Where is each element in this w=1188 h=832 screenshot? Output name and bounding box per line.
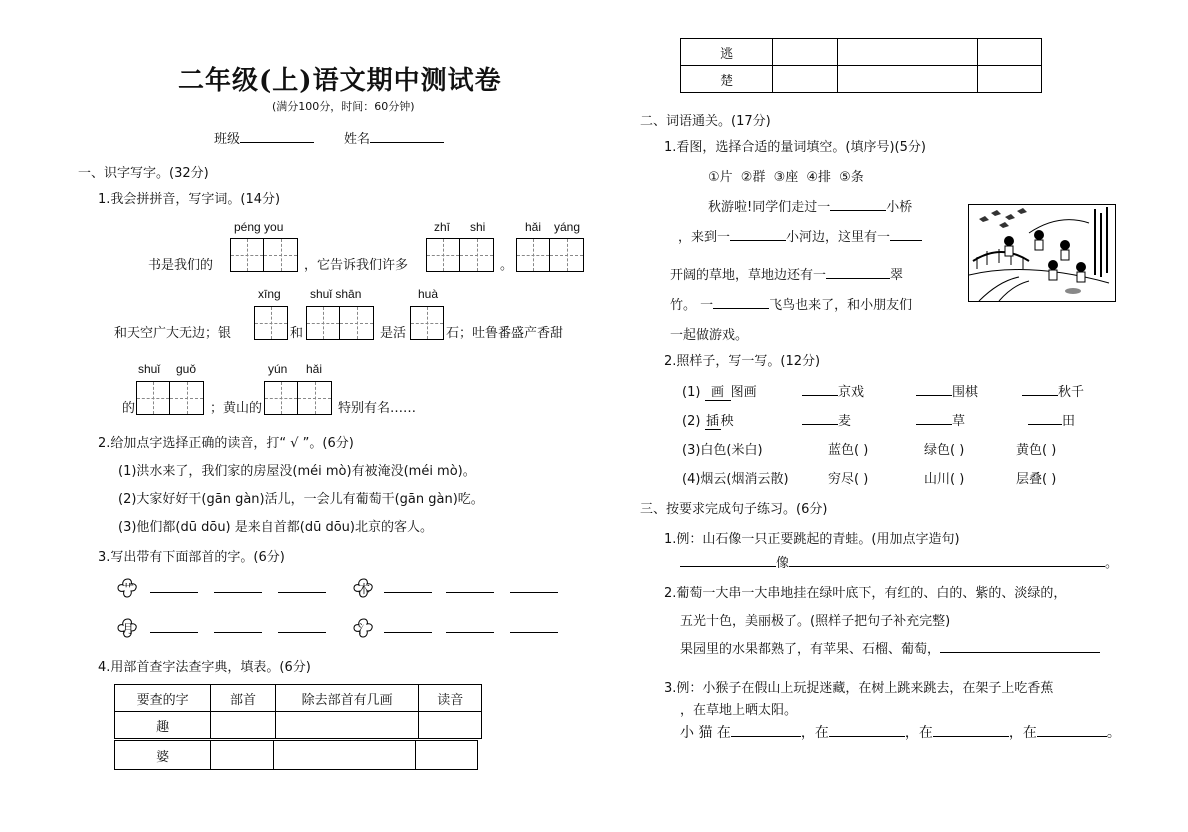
passage-text: 小桥 — [886, 200, 913, 215]
passage-text: 秋游啦!同学们走过一 — [708, 200, 831, 215]
fill-item[interactable]: 山川( ) — [924, 472, 965, 487]
table-header: 除去部首有几画 — [275, 685, 419, 712]
s3-q3-line3[interactable] — [680, 722, 1121, 742]
q3-blank[interactable] — [384, 592, 432, 593]
fill-item[interactable]: 蓝色( ) — [828, 443, 869, 458]
table-cell-input[interactable] — [837, 39, 977, 66]
fill-item[interactable] — [802, 381, 864, 400]
measure-blank-4[interactable] — [826, 278, 890, 279]
s3-q1-fill[interactable] — [680, 552, 1118, 571]
tianzige-shuishan[interactable] — [306, 306, 374, 340]
fill-suffix: 田 — [1062, 414, 1076, 429]
pinyin-xing: xīng — [258, 287, 281, 301]
page-title: 二年级(上)语文期中测试卷 — [178, 66, 502, 96]
row-index: (1) — [682, 385, 701, 400]
sentence-blank[interactable] — [940, 652, 1100, 653]
sentence-blank[interactable] — [1037, 736, 1107, 737]
q3-blank[interactable] — [214, 632, 262, 633]
q3-blank[interactable] — [510, 592, 558, 593]
q3-heading: 3.写出带有下面部首的字。(6分) — [98, 550, 285, 565]
example-row-4: (4)烟云(烟消云散) — [682, 472, 789, 487]
q1-heading: 1.我会拼拼音，写字词。(14分) — [98, 192, 281, 207]
example-word: 画 — [705, 381, 731, 401]
fill-item[interactable] — [916, 410, 965, 429]
table-cell-input[interactable] — [415, 741, 478, 770]
radical-cao-icon — [116, 576, 140, 600]
table-cell-input[interactable] — [837, 66, 977, 93]
passage-text: 小河边，这里有一 — [786, 230, 891, 245]
sentence-text: 果园里的水果都熟了，有苹果、石榴、葡萄， — [680, 642, 941, 657]
s2-q2-heading: 2.照样子，写一写。(12分) — [664, 354, 821, 369]
example-row-2 — [682, 410, 734, 430]
pinyin-hua: huà — [418, 287, 439, 301]
fill-blank[interactable] — [802, 395, 838, 396]
park-illustration-icon — [968, 204, 1116, 302]
measure-blank-5[interactable] — [713, 308, 769, 309]
q1-text-9: ；黄山的 — [210, 401, 263, 416]
table-cell-input[interactable] — [977, 39, 1041, 66]
table-cell-char: 趣 — [115, 712, 211, 739]
s3-q3-line1: 3.例：小猴子在假山上玩捉迷藏，在树上跳来跳去，在架子上吃香蕉 — [664, 681, 1054, 696]
table-cell-input[interactable] — [211, 741, 273, 770]
section3-heading: 三、按要求完成句子练习。(6分) — [640, 502, 828, 517]
q1-text-5: 和 — [290, 326, 304, 341]
s3-q2-line3[interactable] — [680, 638, 1100, 657]
q3-blank[interactable] — [384, 632, 432, 633]
tianzige-hua[interactable] — [410, 306, 444, 340]
tianzige-xing[interactable] — [254, 306, 288, 340]
measure-blank-2[interactable] — [730, 240, 786, 241]
sentence-blank[interactable] — [829, 736, 905, 737]
tianzige-shuiguo[interactable] — [136, 381, 204, 415]
example-row-3: (3)白色(米白) — [682, 443, 763, 458]
q2-heading: 2.给加点字选择正确的读音，打“ √ ”。(6分) — [98, 436, 354, 451]
table-cell-input[interactable] — [977, 66, 1041, 93]
radical-shui-label: 氵 — [358, 622, 371, 636]
fill-blank[interactable] — [802, 424, 838, 425]
fill-item[interactable]: 层叠( ) — [1016, 472, 1057, 487]
radical-mu-label: 木 — [358, 582, 371, 596]
q3-blank[interactable] — [510, 632, 558, 633]
table-header: 部首 — [211, 685, 276, 712]
pinyin-pengyou: péng you — [234, 220, 284, 234]
q2-line-3[interactable]: (3)他们都(dū dōu) 是来自首都(dū dōu)北京的客人。 — [118, 520, 433, 535]
q1-text-4: 和天空广大无边；银 — [114, 326, 232, 341]
passage-text: 飞鸟也来了，和小朋友们 — [769, 298, 913, 313]
table-cell-input[interactable] — [211, 712, 276, 739]
q3-blank[interactable] — [150, 592, 198, 593]
pinyin-shi: shi — [470, 220, 486, 234]
pinyin-yang: yáng — [554, 220, 581, 234]
example-result: 图画 — [730, 385, 757, 400]
name-label: 姓名 — [344, 132, 371, 147]
fill-item[interactable] — [1028, 410, 1075, 429]
fill-blank[interactable] — [916, 424, 952, 425]
table-header-row — [115, 685, 482, 712]
pinyin-zhi: zhī — [434, 220, 451, 234]
fill-suffix: 麦 — [838, 414, 852, 429]
q4-heading: 4.用部首查字法查字典，填表。(6分) — [98, 660, 311, 675]
example-result: 秧 — [720, 414, 734, 429]
tianzige-haiyang[interactable] — [516, 238, 584, 272]
q3-blank[interactable] — [150, 632, 198, 633]
table-cell-input[interactable] — [773, 66, 837, 93]
radical-yue-icon — [116, 616, 140, 640]
table-cell-input[interactable] — [773, 39, 837, 66]
sentence-text: 。 — [1106, 725, 1121, 741]
q1-text-10: 特别有名…… — [338, 401, 417, 416]
s2-q1-heading: 1.看图，选择合适的量词填空。(填序号)(5分) — [664, 140, 926, 155]
table-cell-input[interactable] — [275, 712, 419, 739]
class-label: 班级 — [214, 132, 241, 147]
dictionary-table-right — [680, 38, 1042, 93]
row-index: (2) — [682, 414, 701, 429]
radical-mu-icon — [352, 576, 376, 600]
sentence-blank[interactable] — [789, 566, 1105, 567]
measure-word-options: ①片 ②群 ③座 ④排 ⑤条 — [708, 170, 864, 185]
table-row — [681, 39, 1042, 66]
tianzige-zhishi[interactable] — [426, 238, 494, 272]
table-cell-input[interactable] — [419, 712, 482, 739]
fill-suffix: 草 — [952, 414, 966, 429]
passage-text: 竹。 一 — [670, 298, 714, 313]
radical-shui-icon — [352, 616, 376, 640]
passage-text: 开阔的草地，草地边还有一 — [670, 268, 827, 283]
table-cell-char: 婆 — [115, 741, 211, 770]
example-row-1 — [682, 381, 757, 401]
passage-line-4 — [670, 294, 912, 313]
q1-text-7: 石；吐鲁番盛产香甜 — [446, 326, 564, 341]
table-row — [115, 741, 478, 770]
fill-item[interactable]: 绿色( ) — [924, 443, 965, 458]
q3-blank[interactable] — [214, 592, 262, 593]
sentence-text: ，在 — [800, 725, 829, 741]
q3-blank[interactable] — [278, 592, 326, 593]
pinyin-guo: guǒ — [176, 362, 197, 376]
q1-text-6: 是活 — [380, 326, 407, 341]
q1-text-2: ，它告诉我们许多 — [304, 258, 409, 273]
pinyin-hai2: hǎi — [306, 362, 323, 376]
example-word: 插 — [705, 410, 721, 430]
table-cell-char: 逃 — [681, 39, 773, 66]
fill-suffix: 秋千 — [1058, 385, 1085, 400]
fill-blank[interactable] — [916, 395, 952, 396]
fill-item[interactable] — [802, 410, 851, 429]
class-blank[interactable] — [240, 142, 314, 143]
dictionary-table — [114, 684, 482, 739]
sentence-text: ，在 — [904, 725, 933, 741]
s3-q2-line1: 2.葡萄一大串一大串地挂在绿叶底下，有红的、白的、紫的、淡绿的， — [664, 586, 1067, 601]
table-row — [681, 66, 1042, 93]
sentence-text: ，在 — [1008, 725, 1037, 741]
sentence-end: 。 — [1105, 556, 1119, 571]
fill-item[interactable]: 穷尽( ) — [828, 472, 869, 487]
measure-blank-1[interactable] — [830, 210, 886, 211]
fill-word: 像 — [776, 556, 790, 571]
section2-heading: 二、词语通关。(17分) — [640, 114, 771, 129]
q1-text-8: 的 — [122, 401, 136, 416]
tianzige-yunhai[interactable] — [264, 381, 332, 415]
table-header: 要查的字 — [115, 685, 211, 712]
table-header: 读音 — [419, 685, 482, 712]
radical-cao-label: 艹 — [122, 582, 135, 596]
table-row — [115, 712, 482, 739]
pinyin-yun: yún — [268, 362, 288, 376]
measure-blank-3[interactable] — [890, 240, 922, 241]
fill-blank[interactable] — [1022, 395, 1058, 396]
s3-q1: 1.例：山石像一只正要跳起的青蛙。(用加点字造句) — [664, 532, 960, 547]
sentence-blank[interactable] — [680, 566, 776, 567]
q2-line-1[interactable]: (1)洪水来了，我们家的房屋没(méi mò)有被淹没(méi mò)。 — [118, 464, 476, 479]
radical-yue-label: 月 — [122, 622, 135, 636]
q3-blank[interactable] — [446, 592, 494, 593]
tianzige-pengyou[interactable] — [230, 238, 298, 272]
passage-line-5: 一起做游戏。 — [670, 328, 749, 343]
passage-line-3 — [670, 264, 903, 283]
passage-text: ，来到一 — [678, 230, 731, 245]
dictionary-table-cont — [114, 740, 478, 770]
name-blank[interactable] — [370, 142, 444, 143]
class-field[interactable] — [214, 128, 314, 147]
page-subtitle: (满分100分，时间：60分钟) — [272, 100, 415, 113]
q1-text-3: 。 — [500, 258, 514, 273]
pinyin-hai: hǎi — [525, 220, 542, 234]
sentence-blank[interactable] — [933, 736, 1009, 737]
section1-heading: 一、识字写字。(32分) — [78, 166, 209, 181]
fill-suffix: 围棋 — [952, 385, 979, 400]
fill-item[interactable] — [1022, 381, 1084, 400]
q3-blank[interactable] — [278, 632, 326, 633]
s3-q2-line2: 五光十色，美丽极了。(照样子把句子补充完整) — [680, 614, 951, 629]
fill-blank[interactable] — [1028, 424, 1062, 425]
table-cell-input[interactable] — [273, 741, 415, 770]
s3-q3-line2: ，在草地上晒太阳。 — [680, 703, 798, 718]
fill-item[interactable]: 黄色( ) — [1016, 443, 1057, 458]
fill-suffix: 京戏 — [838, 385, 865, 400]
passage-text: 翠 — [890, 268, 904, 283]
passage-line-1 — [708, 196, 912, 215]
q1-text-1: 书是我们的 — [148, 258, 214, 273]
sentence-blank[interactable] — [731, 736, 801, 737]
passage-line-2 — [678, 226, 922, 245]
q3-blank[interactable] — [446, 632, 494, 633]
pinyin-shui: shuǐ — [138, 362, 161, 376]
fill-item[interactable] — [916, 381, 978, 400]
name-field[interactable] — [344, 128, 444, 147]
pinyin-shuishan: shuǐ shān — [310, 287, 362, 301]
sentence-text: 小 猫 在 — [680, 725, 731, 741]
q2-line-2[interactable]: (2)大家好好干(gān gàn)活儿，一会儿有葡萄干(gān gàn)吃。 — [118, 492, 484, 507]
table-cell-char: 楚 — [681, 66, 773, 93]
